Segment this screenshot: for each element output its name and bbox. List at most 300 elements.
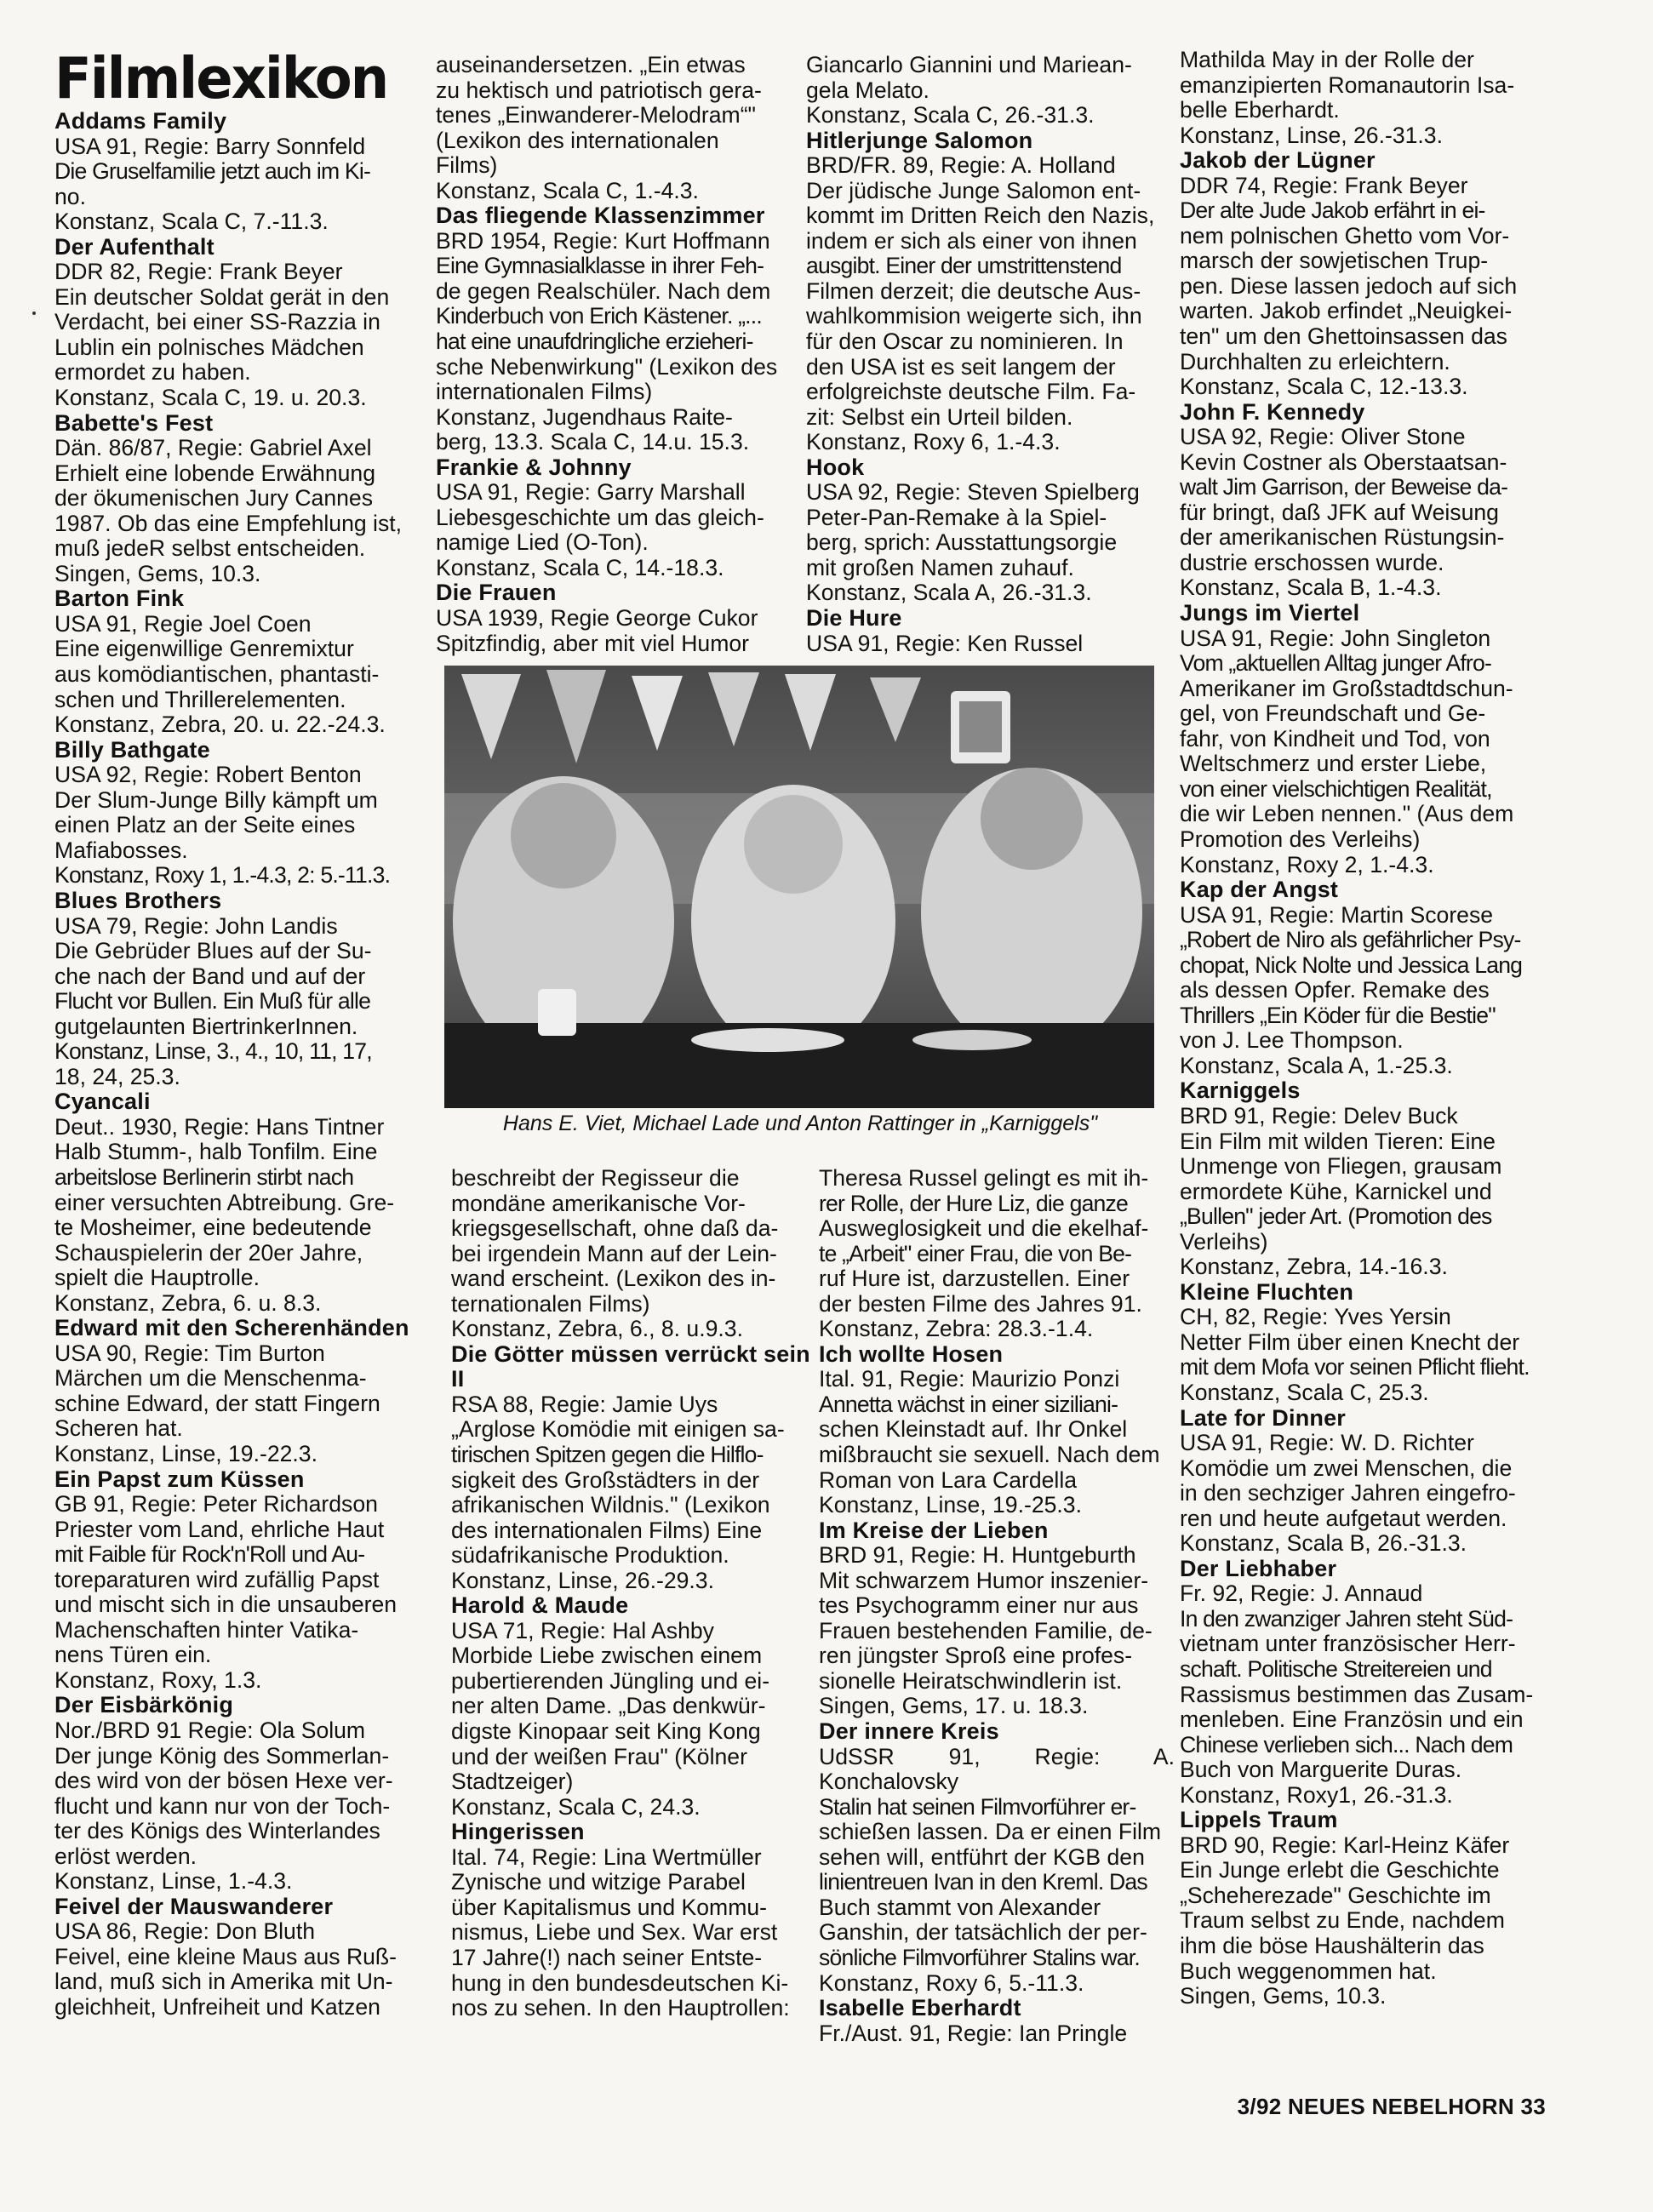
film-text-line: USA 91, Regie Joel Coen: [54, 610, 312, 637]
film-text-line: Konstanz, Scala C, 1.-4.3.: [436, 177, 699, 203]
film-text-line: nismus, Liebe und Sex. War erst: [451, 1919, 778, 1946]
film-text-line: USA 92, Regie: Steven Spielberg: [806, 479, 1140, 506]
film-text-line: ausgibt. Einer der umstrittenstend: [806, 253, 1122, 279]
film-title: Die Götter müssen verrückt sein II: [451, 1340, 810, 1392]
film-entry: [54, 1693, 426, 1894]
film-text-line: mißbraucht sie sexuell. Nach dem: [819, 1442, 1160, 1468]
film-text-line: Konstanz, Scala C, 26.-31.3.: [806, 102, 1095, 129]
film-text-line: von einer vielschichtigen Realität,: [1180, 775, 1492, 802]
film-text-line: Promotion des Verleihs): [1180, 826, 1421, 852]
film-text-line: Konstanz, Scala B, 1.-4.3.: [1180, 574, 1442, 601]
film-text-line: Konstanz, Scala C, 24.3.: [451, 1793, 701, 1820]
film-text-line: Ausweglosigkeit und die ekelhaf-: [819, 1215, 1149, 1242]
film-title: Hingerissen: [451, 1819, 585, 1845]
film-title: Frankie & Johnny: [436, 454, 632, 480]
film-text-line: wahlkommision weigerte sich, ihn: [806, 303, 1142, 329]
film-text-line: Singen, Gems, 17. u. 18.3.: [819, 1693, 1089, 1719]
film-text-line: BRD 90, Regie: Karl-Heinz Käfer: [1180, 1832, 1510, 1858]
film-text-line: Der Slum-Junge Billy kämpft um: [54, 786, 378, 813]
page-title: Filmlexikon: [54, 46, 388, 112]
film-entry: [819, 1719, 1175, 1996]
film-text-line: Buch stammt von Alexander: [819, 1894, 1101, 1920]
film-title: Im Kreise der Lieben: [819, 1517, 1049, 1543]
film-text-line: „Bullen" jeder Art. (Promotion des: [1180, 1203, 1492, 1230]
film-text-line: Mathilda May in der Rolle der: [1180, 48, 1474, 72]
film-text-line: Verdacht, bei einer SS-Razzia in: [54, 309, 380, 335]
film-title: Die Hure: [806, 605, 902, 632]
film-text-line: Singen, Gems, 10.3.: [54, 560, 261, 586]
film-text-line: Der junge König des Sommerlan-: [54, 1742, 390, 1769]
film-entry: [54, 1895, 426, 2021]
film-text-line: Konstanz, Zebra: 28.3.-1.4.: [819, 1316, 1094, 1342]
column-1: [54, 109, 426, 2049]
film-text-line: von J. Lee Thompson.: [1180, 1027, 1404, 1054]
film-text-line: Konstanz, Jugendhaus Raite-: [436, 403, 733, 430]
film-text-line: „Scheherezade" Geschichte im: [1180, 1882, 1491, 1908]
film-title: Ich wollte Hosen: [819, 1340, 1004, 1367]
film-text-line: Die Gebrüder Blues auf der Su-: [54, 938, 372, 964]
film-text-line: hat eine unaufdringliche erzieheri-: [436, 329, 753, 355]
film-title: Die Frauen: [436, 580, 557, 606]
film-text-line: muß jedeR selbst entscheiden.: [54, 535, 366, 562]
film-entry: [451, 1342, 810, 1593]
column-3-top: [806, 53, 1162, 666]
column-3-bottom: [819, 1166, 1175, 2068]
film-text-line: mit großen Namen zuhauf.: [806, 554, 1074, 580]
film-text-line: dustrie erschossen wurde.: [1180, 549, 1444, 575]
film-text-line: Scheren hat.: [54, 1415, 183, 1442]
film-text-line: gel, von Freundschaft und Ge-: [1180, 700, 1486, 727]
film-entry: [819, 1342, 1175, 1518]
film-text-line: internationalen Films): [436, 379, 653, 405]
film-text-line: USA 86, Regie: Don Bluth: [54, 1918, 316, 1945]
film-text-line: Flucht vor Bullen. Ein Muß für alle: [54, 988, 371, 1015]
film-text-line: schießen lassen. Da er einen Film: [819, 1819, 1162, 1845]
film-text-line: der ökumenischen Jury Cannes: [54, 485, 373, 512]
film-text-line: ternationalen Films): [451, 1290, 650, 1317]
film-text-line: Vom „aktuellen Alltag junger Afro-: [1180, 650, 1492, 677]
film-text-line: Mit schwarzem Humor inszenier-: [819, 1567, 1149, 1593]
film-text-line: bei irgendein Mann auf der Lein-: [451, 1240, 777, 1266]
film-text-line: sönliche Filmvorführer Stalins war.: [819, 1944, 1140, 1970]
film-text-line: menleben. Eine Französin und ein: [1180, 1706, 1524, 1733]
film-text-line: RSA 88, Regie: Jamie Uys: [451, 1391, 718, 1417]
film-text-line: als dessen Opfer. Remake des: [1180, 977, 1490, 1003]
film-text-line: Netter Film über einen Knecht der: [1180, 1329, 1520, 1355]
film-text-line: berg, sprich: Ausstattungsorgie: [806, 529, 1118, 556]
film-text-line: Durchhalten zu erleichtern.: [1180, 348, 1450, 374]
film-entry: [451, 1820, 810, 2021]
film-title: Hook: [806, 454, 865, 480]
film-text-line: schen und Thrillerelementen.: [54, 686, 346, 712]
film-text-line: Der alte Jude Jakob erfährt in ei-: [1180, 197, 1485, 224]
film-entry: [54, 411, 426, 587]
column-4: [1180, 48, 1547, 2039]
film-text-line: Kinderbuch von Erich Kästener. „...: [436, 303, 762, 329]
film-text-line: Rassismus bestimmen das Zusam-: [1180, 1681, 1534, 1707]
film-text-line: USA 1939, Regie George Cukor: [436, 605, 758, 632]
film-text-line: (Lexikon des internationalen: [436, 127, 719, 153]
film-text-line: Theresa Russel gelingt es mit ih-: [819, 1166, 1149, 1191]
film-text-line: ten" um den Ghettoinsassen das: [1180, 323, 1507, 350]
film-entry: [436, 580, 793, 656]
film-entry: [1180, 48, 1547, 148]
film-text-line: ter des Königs des Winterlandes: [54, 1818, 380, 1844]
film-text-line: ren jüngster Sproß eine profes-: [819, 1643, 1133, 1669]
film-text-line: zu hektisch und patriotisch gera-: [436, 77, 762, 103]
film-text-line: GB 91, Regie: Peter Richardson: [54, 1491, 378, 1518]
film-text-line: erfolgreichste deutsche Film. Fa-: [806, 379, 1136, 405]
film-title: Jungs im Viertel: [1180, 600, 1360, 626]
film-text-line: gleichheit, Unfreiheit und Katzen: [54, 1994, 380, 2021]
film-title: Kleine Fluchten: [1180, 1278, 1354, 1305]
film-text-line: 18, 24, 25.3.: [54, 1063, 180, 1089]
film-title: Billy Bathgate: [54, 736, 210, 763]
film-text-line: Ganshin, der tatsächlich der per-: [819, 1919, 1147, 1946]
film-text-line: UdSSR 91, Regie: A. Konchalovsky: [819, 1743, 1175, 1795]
film-text-line: flucht und kann nur von der Toch-: [54, 1792, 391, 1819]
film-text-line: Buch von Marguerite Duras.: [1180, 1757, 1462, 1783]
film-text-line: Konstanz, Zebra, 20. u. 22.-24.3.: [54, 712, 386, 738]
film-text-line: Konstanz, Scala C, 7.-11.3.: [54, 209, 329, 235]
film-text-line: BRD 91, Regie: H. Huntgeburth: [819, 1542, 1136, 1569]
film-title: Late for Dinner: [1180, 1404, 1347, 1431]
film-text-line: warten. Jakob erfindet „Neuigkei-: [1180, 298, 1513, 324]
film-text-line: in den sechziger Jahren eingefro-: [1180, 1480, 1516, 1506]
film-text-line: tirischen Spitzen gegen die Hilflo-: [451, 1442, 764, 1468]
column-2-top: [436, 53, 793, 666]
film-text-line: Dän. 86/87, Regie: Gabriel Axel: [54, 435, 372, 461]
film-text-line: ihm die böse Haushälterin das: [1180, 1933, 1484, 1959]
film-text-line: ruf Hure ist, darzustellen. Einer: [819, 1266, 1130, 1292]
film-text-line: Komödie um zwei Menschen, die: [1180, 1455, 1513, 1481]
film-text-line: linientreuen Ivan in den Kreml. Das: [819, 1869, 1147, 1895]
film-text-line: den USA ist es seit langem der: [806, 353, 1116, 380]
film-text-line: USA 92, Regie: Oliver Stone: [1180, 424, 1466, 450]
film-text-line: Mafiabosses.: [54, 837, 188, 863]
film-still-photo: [444, 666, 1154, 1108]
film-entry: [1180, 148, 1547, 399]
film-text-line: Konstanz, Roxy 2, 1.-4.3.: [1180, 851, 1434, 877]
film-entry: [806, 129, 1162, 455]
film-text-line: nens Türen ein.: [54, 1642, 212, 1668]
film-title: Harold & Maude: [451, 1592, 629, 1619]
film-text-line: USA 91, Regie: W. D. Richter: [1180, 1430, 1474, 1456]
film-text-line: Films): [436, 152, 498, 179]
film-text-line: Chinese verlieben sich... Nach dem: [1180, 1731, 1513, 1758]
film-text-line: auseinandersetzen. „Ein etwas: [436, 53, 746, 77]
film-text-line: Konstanz, Zebra, 6. u. 8.3.: [54, 1289, 322, 1316]
film-text-line: einer versuchten Abtreibung. Gre-: [54, 1189, 395, 1215]
film-text-line: Liebesgeschichte um das gleich-: [436, 504, 764, 530]
film-text-line: Schauspielerin der 20er Jahre,: [54, 1239, 363, 1266]
film-text-line: USA 92, Regie: Robert Benton: [54, 762, 362, 788]
film-text-line: erlöst werden.: [54, 1843, 197, 1869]
film-text-line: und mischt sich in die unsauberen: [54, 1592, 398, 1618]
film-text-line: BRD 91, Regie: Delev Buck: [1180, 1102, 1458, 1129]
film-text-line: und der weißen Frau" (Kölner: [451, 1743, 747, 1769]
film-entry: [54, 889, 426, 1089]
film-entry: [819, 1996, 1175, 2046]
film-entry: [54, 1089, 426, 1316]
film-text-line: sionelle Heiratschwindlerin ist.: [819, 1667, 1123, 1694]
page-footer: 3/92 NEUES NEBELHORN 33: [1237, 2094, 1546, 2119]
film-entry: [54, 586, 426, 737]
film-text-line: BRD 1954, Regie: Kurt Hoffmann: [436, 227, 770, 254]
film-text-line: ren und heute aufgetaut werden.: [1180, 1505, 1507, 1531]
film-title: Der innere Kreis: [819, 1718, 999, 1745]
film-text-line: mit Faible für Rock'n'Roll und Au-: [54, 1541, 365, 1568]
film-text-line: Konstanz, Roxy 1, 1.-4.3, 2: 5.-11.3.: [54, 862, 391, 889]
film-text-line: ermordete Kühe, Karnickel und: [1180, 1178, 1492, 1204]
film-text-line: der amerikanischen Rüstungsin-: [1180, 524, 1505, 551]
film-title: Edward mit den Scherenhänden: [54, 1315, 409, 1341]
film-text-line: tenes „Einwanderer-Melodram“": [436, 102, 756, 129]
film-text-line: sigkeit des Großstädters in der: [451, 1466, 760, 1493]
film-entry: [1180, 1406, 1547, 1557]
film-text-line: namige Lied (O-Ton).: [436, 529, 649, 556]
film-text-line: Konstanz, Linse, 26.-29.3.: [451, 1567, 714, 1593]
film-text-line: land, muß sich in Amerika mit Un-: [54, 1969, 393, 1995]
film-text-line: mondäne amerikanische Vor-: [451, 1190, 746, 1216]
film-title: Der Liebhaber: [1180, 1555, 1337, 1581]
film-text-line: Kevin Costner als Oberstaatsan-: [1180, 449, 1507, 475]
film-text-line: Feivel, eine kleine Maus aus Ruß-: [54, 1943, 398, 1969]
film-text-line: der besten Filme des Jahres 91.: [819, 1290, 1142, 1317]
film-text-line: Konstanz, Scala C, 25.3.: [1180, 1379, 1429, 1405]
film-text-line: Eine eigenwillige Genremixtur: [54, 636, 354, 662]
film-text-line: Peter-Pan-Remake à la Spiel-: [806, 504, 1107, 530]
film-entry: [436, 455, 793, 581]
film-text-line: Konstanz, Linse, 1.-4.3.: [54, 1868, 293, 1895]
film-entry: [451, 1593, 810, 1820]
film-text-line: zit: Selbst ein Urteil bilden.: [806, 403, 1073, 430]
film-text-line: Halb Stumm-, halb Tonfilm. Eine: [54, 1139, 378, 1165]
film-text-line: Konstanz, Linse, 19.-25.3.: [819, 1492, 1082, 1518]
film-text-line: digste Kinopaar seit King Kong: [451, 1718, 761, 1745]
film-text-line: CH, 82, Regie: Yves Yersin: [1180, 1304, 1451, 1330]
film-title: Der Aufenthalt: [54, 233, 214, 260]
film-title: Lippels Traum: [1180, 1807, 1338, 1833]
film-text-line: die wir Leben nennen." (Aus dem: [1180, 801, 1514, 827]
film-text-line: fahr, von Kindheit und Tod, von: [1180, 725, 1490, 752]
film-text-line: des internationalen Films) Eine: [451, 1517, 763, 1543]
film-title: Barton Fink: [54, 586, 185, 612]
film-text-line: schine Edward, der statt Fingern: [54, 1390, 380, 1416]
film-text-line: Konstanz, Roxy, 1.3.: [54, 1666, 262, 1693]
film-entry: [54, 109, 426, 235]
film-text-line: Verleihs): [1180, 1228, 1268, 1255]
film-text-line: USA 71, Regie: Hal Ashby: [451, 1617, 714, 1643]
film-text-line: Konstanz, Scala B, 26.-31.3.: [1180, 1530, 1467, 1557]
film-text-line: „Arglose Komödie mit einigen sa-: [451, 1416, 785, 1443]
film-text-line: Roman von Lara Cardella: [819, 1466, 1078, 1493]
film-title: Hitlerjunge Salomon: [806, 127, 1033, 153]
film-title: Feivel der Mauswanderer: [54, 1893, 334, 1919]
film-text-line: Der jüdische Junge Salomon ent-: [806, 177, 1141, 203]
film-text-line: afrikanischen Wildnis." (Lexikon: [451, 1492, 770, 1518]
film-text-line: Weltschmerz und erster Liebe,: [1180, 751, 1487, 777]
film-text-line: USA 91, Regie: Ken Russel: [806, 630, 1084, 656]
film-text-line: für bringt, daß JFK auf Weisung: [1180, 499, 1499, 525]
film-text-line: te Mosheimer, eine bedeutende: [54, 1215, 372, 1241]
film-text-line: Frauen bestehenden Familie, de-: [819, 1617, 1153, 1643]
margin-dot: [32, 312, 36, 315]
film-text-line: indem er sich als einer von ihnen: [806, 227, 1137, 254]
film-text-line: Ital. 91, Regie: Maurizio Ponzi: [819, 1366, 1120, 1392]
film-entry: [806, 455, 1162, 606]
film-text-line: USA 90, Regie: Tim Burton: [54, 1340, 325, 1366]
film-text-line: Konstanz, Roxy 6, 1.-4.3.: [806, 429, 1061, 455]
film-text-line: Ein Film mit wilden Tieren: Eine: [1180, 1128, 1496, 1154]
film-title: Addams Family: [54, 109, 227, 134]
film-text-line: Konstanz, Zebra, 6., 8. u.9.3.: [451, 1316, 743, 1342]
film-text-line: DDR 74, Regie: Frank Beyer: [1180, 172, 1468, 198]
film-text-line: Konstanz, Linse, 19.-22.3.: [54, 1440, 317, 1466]
film-entry: [1180, 1078, 1547, 1279]
film-text-line: mit dem Mofa vor seinen Pflicht flieht.: [1180, 1354, 1530, 1380]
film-text-line: Lublin ein polnisches Mädchen: [54, 334, 364, 360]
film-text-line: gutgelaunten BiertrinkerInnen.: [54, 1013, 358, 1039]
film-text-line: Filmen derzeit; die deutsche Aus-: [806, 277, 1141, 304]
film-text-line: beschreibt der Regisseur die: [451, 1166, 740, 1191]
film-text-line: Giancarlo Giannini und Mariean-: [806, 53, 1132, 77]
film-text-line: marsch der sowjetischen Trup-: [1180, 248, 1489, 274]
film-text-line: Singen, Gems, 10.3.: [1180, 1983, 1387, 2009]
film-text-line: Traum selbst zu Ende, nachdem: [1180, 1907, 1505, 1934]
column-2-bottom: [451, 1166, 810, 2068]
film-entry: [54, 738, 426, 889]
film-text-line: Fr. 92, Regie: J. Annaud: [1180, 1580, 1423, 1607]
film-text-line: Buch weggenommen hat.: [1180, 1958, 1437, 1984]
film-text-line: vietnam unter französischer Herr-: [1180, 1631, 1516, 1657]
film-text-line: che nach der Band und auf der: [54, 963, 366, 989]
film-text-line: Konstanz, Roxy 6, 5.-11.3.: [819, 1969, 1084, 1996]
film-still-illustration: [444, 666, 1154, 1108]
film-text-line: Konstanz, Scala A, 1.-25.3.: [1180, 1052, 1453, 1078]
film-text-line: Nor./BRD 91 Regie: Ola Solum: [54, 1718, 366, 1743]
film-text-line: Spitzfindig, aber mit viel Humor: [436, 630, 750, 656]
film-text-line: „Robert de Niro als gefährlicher Psy-: [1180, 927, 1521, 953]
film-title: Babette's Fest: [54, 409, 214, 436]
film-text-line: ermordet zu haben.: [54, 359, 251, 386]
film-title: John F. Kennedy: [1180, 398, 1365, 425]
film-text-line: In den zwanziger Jahren steht Süd-: [1180, 1605, 1513, 1632]
film-text-line: pubertierenden Jüngling und ei-: [451, 1667, 770, 1694]
film-text-line: hung in den bundesdeutschen Ki-: [451, 1969, 789, 1996]
film-text-line: Morbide Liebe zwischen einem: [451, 1643, 763, 1669]
photo-caption: Hans E. Viet, Michael Lade und Anton Rattinger in „Karniggels": [502, 1112, 1098, 1135]
film-text-line: USA 91, Regie: Barry Sonnfeld: [54, 133, 366, 159]
film-text-line: schaft. Politische Streitereien und: [1180, 1656, 1492, 1682]
film-text-line: USA 79, Regie: John Landis: [54, 912, 338, 939]
film-text-line: nos zu sehen. In den Hauptrollen:: [451, 1995, 790, 2021]
film-text-line: sche Nebenwirkung" (Lexikon des: [436, 353, 778, 380]
film-text-line: berg, 13.3. Scala C, 14.u. 15.3.: [436, 429, 750, 455]
film-entry: [436, 53, 793, 203]
film-text-line: Ein deutscher Soldat gerät in den: [54, 283, 390, 310]
film-title: Der Eisbärkönig: [54, 1692, 234, 1718]
film-text-line: Ein Junge erlebt die Geschichte: [1180, 1857, 1500, 1883]
film-text-line: no.: [54, 183, 86, 209]
film-entry: [54, 1316, 426, 1466]
film-text-line: Konstanz, Linse, 26.-31.3.: [1180, 122, 1443, 148]
film-entry: [1180, 1280, 1547, 1406]
film-text-line: Machenschaften hinter Vatika-: [54, 1616, 359, 1643]
film-entry: [436, 203, 793, 454]
film-title: Blues Brothers: [54, 887, 222, 913]
film-text-line: emanzipierten Romanautorin Isa-: [1180, 71, 1515, 98]
film-entry: [1180, 1808, 1547, 2009]
film-text-line: Deut.. 1930, Regie: Hans Tintner: [54, 1113, 385, 1140]
film-entry: [819, 1166, 1175, 1342]
film-text-line: Annetta wächst in einer siziliani-: [819, 1391, 1118, 1417]
film-text-line: pen. Diese lassen jedoch auf sich: [1180, 272, 1518, 299]
film-text-line: Konstanz, Scala C, 12.-13.3.: [1180, 374, 1468, 400]
film-text-line: spielt die Hauptrolle.: [54, 1265, 260, 1291]
film-entry: [1180, 400, 1547, 601]
film-entry: [1180, 1557, 1547, 1808]
film-text-line: Zynische und witzige Parabel: [451, 1869, 746, 1895]
film-text-line: ner alten Dame. „Das denkwür-: [451, 1693, 766, 1719]
film-text-line: Erhielt eine lobende Erwähnung: [54, 460, 376, 486]
film-text-line: sehen will, entführt der KGB den: [819, 1843, 1145, 1870]
film-text-line: kommt im Dritten Reich den Nazis,: [806, 203, 1155, 229]
film-entry: [819, 1518, 1175, 1719]
film-text-line: Thrillers „Ein Köder für die Bestie": [1180, 1002, 1496, 1028]
film-text-line: 1987. Ob das eine Empfehlung ist,: [54, 510, 403, 536]
film-entry: [54, 235, 426, 411]
film-text-line: USA 91, Regie: Martin Scorese: [1180, 901, 1494, 928]
film-title: Jakob der Lügner: [1180, 147, 1376, 174]
film-text-line: BRD/FR. 89, Regie: A. Holland: [806, 152, 1116, 179]
film-text-line: Konstanz, Scala A, 26.-31.3.: [806, 580, 1092, 606]
film-text-line: chopat, Nick Nolte und Jessica Lang: [1180, 952, 1523, 978]
film-text-line: belle Eberhardt.: [1180, 97, 1340, 123]
film-text-line: tes Psychogramm einer nur aus: [819, 1592, 1139, 1619]
film-text-line: Konstanz, Linse, 3., 4., 10, 11, 17,: [54, 1038, 372, 1065]
film-title: Cyancali: [54, 1089, 151, 1115]
film-text-line: einen Platz an der Seite eines: [54, 812, 356, 838]
film-text-line: rer Rolle, der Hure Liz, die ganze: [819, 1190, 1129, 1216]
film-text-line: Konstanz, Zebra, 14.-16.3.: [1180, 1254, 1448, 1280]
film-title: Ein Papst zum Küssen: [54, 1466, 305, 1492]
film-text-line: Stadtzeiger): [451, 1769, 574, 1795]
film-text-line: Märchen um die Menschenma-: [54, 1365, 367, 1392]
film-text-line: wand erscheint. (Lexikon des in-: [451, 1266, 776, 1292]
film-text-line: Konstanz, Scala C, 14.-18.3.: [436, 554, 724, 580]
film-text-line: DDR 82, Regie: Frank Beyer: [54, 259, 343, 285]
film-text-line: Priester vom Land, ehrliche Haut: [54, 1516, 385, 1542]
film-text-line: Konstanz, Scala C, 19. u. 20.3.: [54, 385, 367, 411]
film-entry: [806, 606, 1162, 656]
film-text-line: USA 91, Regie: Garry Marshall: [436, 479, 746, 506]
film-text-line: de gegen Realschüler. Nach dem: [436, 277, 771, 304]
film-title: Kap der Angst: [1180, 877, 1339, 903]
film-text-line: südafrikanische Produktion.: [451, 1542, 729, 1569]
film-text-line: Amerikaner im Großstadtdschun-: [1180, 675, 1513, 701]
film-text-line: Eine Gymnasialklasse in ihrer Feh-: [436, 253, 764, 279]
film-title: Karniggels: [1180, 1077, 1301, 1104]
film-text-line: te „Arbeit" einer Frau, die von Be-: [819, 1240, 1132, 1266]
film-text-line: Konstanz, Roxy1, 26.-31.3.: [1180, 1781, 1453, 1808]
film-text-line: Die Gruselfamilie jetzt auch im Ki-: [54, 158, 371, 185]
film-text-line: Ital. 74, Regie: Lina Wertmüller: [451, 1843, 762, 1870]
film-entry: [1180, 877, 1547, 1078]
film-text-line: 17 Jahre(!) nach seiner Entste-: [451, 1944, 763, 1970]
film-title: Isabelle Eberhardt: [819, 1995, 1021, 2021]
film-entry: [451, 1166, 810, 1342]
